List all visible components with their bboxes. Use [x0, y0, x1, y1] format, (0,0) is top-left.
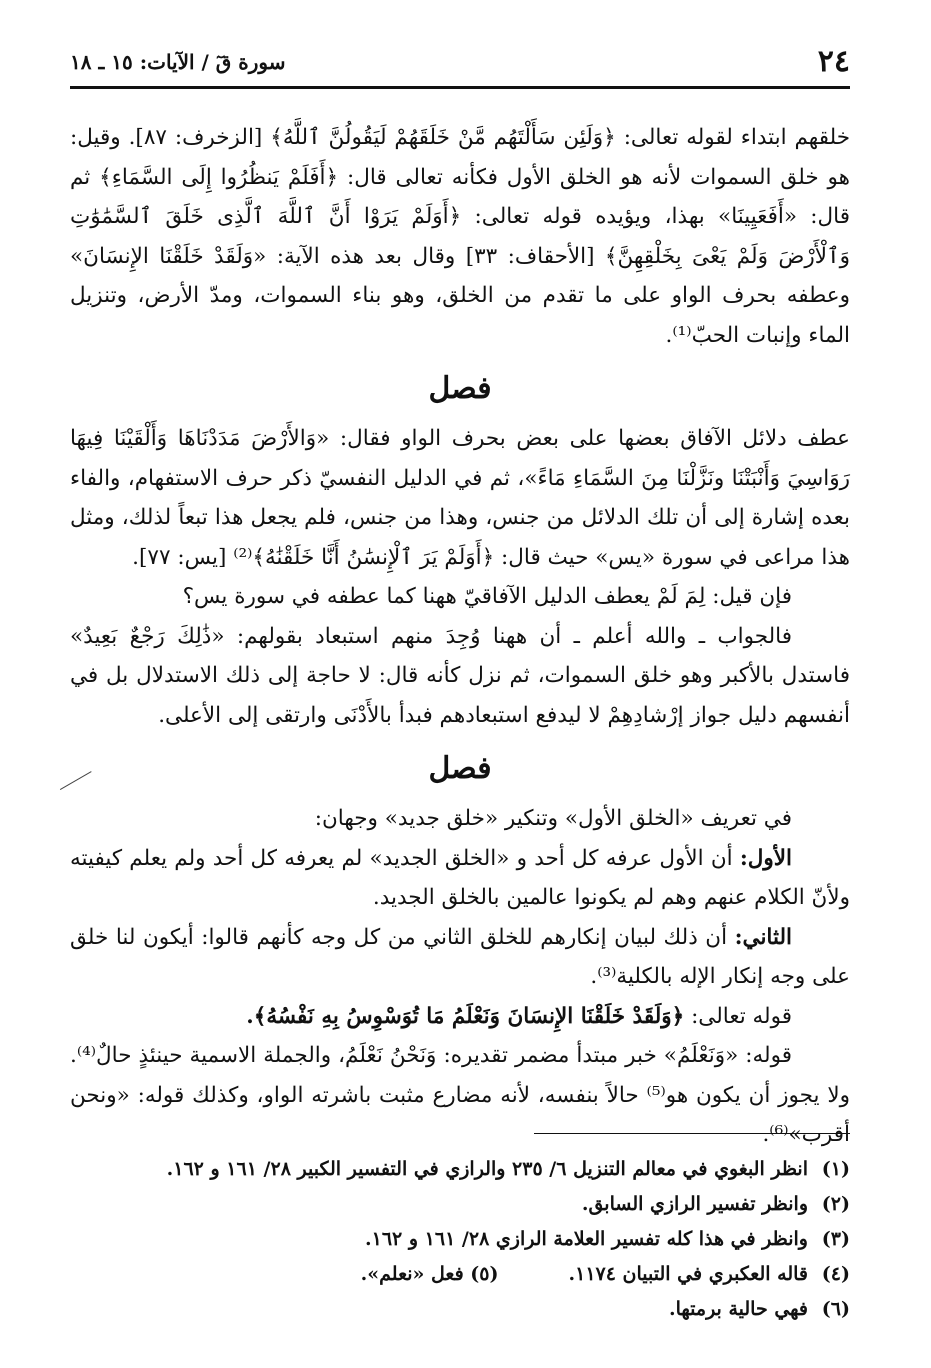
section-heading-1: فصل [428, 371, 492, 406]
footnote-text: انظر البغوي في معالم التنزيل ٦/ ٢٣٥ والرازي في التفسير الكبير ٢٨/ ١٦١ و ١٦٢. [166, 1158, 808, 1180]
point-label-second: الثاني: [734, 924, 792, 950]
paragraph-5: في تعريف «الخلق الأول» وتنكير «خلق جديد» وجهان: [314, 806, 792, 831]
footnote-text: وانظر تفسير الرازي السابق. [581, 1193, 808, 1215]
footnote-item [70, 1222, 850, 1257]
book-page [70, 40, 850, 1340]
footnote-number: (٣) [821, 1228, 850, 1250]
paragraph-4: فالجواب ـ والله أعلم ـ أن ههنا وُجِدَ منهم استبعاد بقولهم: «ذَٰلِكَ رَجْعٌ بَعِيدٌ» فاستدل بالأكبر وهو خلق السموات، ثم نزل كأنه قال: لا حاجة إلى ذلك الاستدلال بل في أنفسهم دليل جواز إرْشادِهِمْ لا ليدفع استبعادهم فبدأ بالأَدْنَى وارتقى إلى الأعلى. [70, 623, 850, 728]
paragraph-9: قوله: «وَنَعْلَمُ» خبر مبتدأ مضمر تقديره: وَنَحْنُ نَعْلَمُ، والجملة الاسمية حينئذٍ حالٌ⁽⁴⁾. ولا يجوز أن يكون هو⁽⁵⁾ حالاً بنفسه، لأنه مضارع مثبت باشرته الواو، وكذلك قوله: «ونحن أقرب»⁽⁶⁾. [70, 1043, 850, 1147]
section-heading-2: فصل [428, 751, 492, 786]
paragraph-6 [70, 839, 850, 918]
footnote-item [70, 1292, 850, 1327]
footnote-item [70, 1152, 850, 1187]
footnote-rule [534, 1133, 850, 1134]
page-header [70, 40, 850, 84]
footnote-inline-extra: (٥) فعل «نعلم». [360, 1263, 499, 1285]
main-text [70, 118, 850, 1155]
paragraph-7 [70, 918, 850, 997]
quranic-verse: ﴿وَلَقَدْ خَلَقْنَا الإِنسَانَ وَنَعْلَمُ مَا تُوَسْوِسُ بِهِ نَفْسُهُ﴾. [246, 1003, 685, 1029]
footnote-item [70, 1187, 850, 1222]
paragraph-1: خلقهم ابتداء لقوله تعالى: ﴿وَلَئِن سَأَلْتَهُم مَّنْ خَلَقَهُمْ لَيَقُولُنَّ ٱللَّهُ﴾ [الزخرف: ٨٧]. وقيل: هو خلق السموات لأنه هو الخلق الأول فكأنه تعالى قال: ﴿أَفَلَمْ يَنظُرُوا إِلَى السَّمَاءِ﴾ ثم قال: «أَفَعَيِينَا» بهذا، ويؤيده قوله تعالى: ﴿أَوَلَمْ يَرَوْا أَنَّ ٱللَّهَ ٱلَّذِى خَلَقَ ٱلسَّمَٰوَٰتِ وَٱلْأَرْضَ وَلَمْ يَعْىَ بِخَلْقِهِنَّ﴾ [الأحقاف: ٣٣] وقال بعد هذه الآية: «وَلَقَدْ خَلَقْنَا الإِنسَانَ» وعطفه بحرف الواو على ما تقدم من الخلق، وهو بناء السموات، ومدّ الأرض، وتنزيل الماء وإنبات الحبّ⁽¹⁾. [70, 125, 851, 348]
paragraph-6-text: أن الأول عرفه كل أحد و «الخلق الجديد» لم يعرفه كل أحد ولم يعلم كيفيته ولأنّ الكلام عنهم وهم لم يكونوا عالمين بالخلق الجديد. [70, 845, 850, 910]
verse-intro: قوله تعالى: [684, 1003, 792, 1029]
footnote-number: (٦) [821, 1298, 850, 1320]
header-rule [70, 86, 850, 89]
footnote-text: وانظر في هذا كله تفسير العلامة الرازي ٢٨/ ١٦١ و ١٦٢. [365, 1228, 808, 1250]
footnote-number: (٤) [821, 1263, 850, 1285]
paragraph-8 [70, 997, 850, 1037]
footnotes [70, 1152, 850, 1327]
running-head: سورة قٓ / الآيات: ١٥ ـ ١٨ [70, 50, 286, 74]
footnote-text: قاله العكبري في التبيان ١١٧٤. [568, 1263, 808, 1285]
paragraph-7-text: أن ذلك لبيان إنكارهم للخلق الثاني من كل وجه كأنهم قالوا: أيكون لنا خلق على وجه إنكار الإله بالكلية⁽³⁾. [70, 924, 850, 989]
footnote-number: (١) [821, 1158, 850, 1180]
footnote-number: (٢) [821, 1193, 850, 1215]
paragraph-2: عطف دلائل الآفاق بعضها على بعض بحرف الواو فقال: «وَالأَرْضَ مَدَدْنَاهَا وَأَلْقَيْنَا فِيهَا رَوَاسِيَ وَأَنْبَتْنَا ونَزَّلْنَا مِنَ السَّمَاءِ مَاءً»، ثم في الدليل النفسيّ ذكر حرف الاستفهام، والفاء بعده إشارة إلى أن تلك الدلائل من جنس، وهذا من جنس، فلم يجعل هذا تبعاً لذلك، ومثل هذا مراعى في سورة «يس» حيث قال: ﴿أَوَلَمْ يَرَ ٱلْإِنسَٰنُ أَنَّا خَلَقْنَٰهُ﴾⁽²⁾ [يس: ٧٧]. [70, 426, 850, 570]
footnote-text: فهي حالية برمتها. [669, 1298, 808, 1320]
page-number: ٢٤ [817, 44, 850, 79]
footnote-item [70, 1257, 850, 1292]
paragraph-3: فإن قيل: لِمَ لَمْ يعطف الدليل الآفاقيّ ههنا كما عطفه في سورة يس؟ [182, 584, 792, 609]
point-label-first: الأول: [739, 845, 792, 871]
